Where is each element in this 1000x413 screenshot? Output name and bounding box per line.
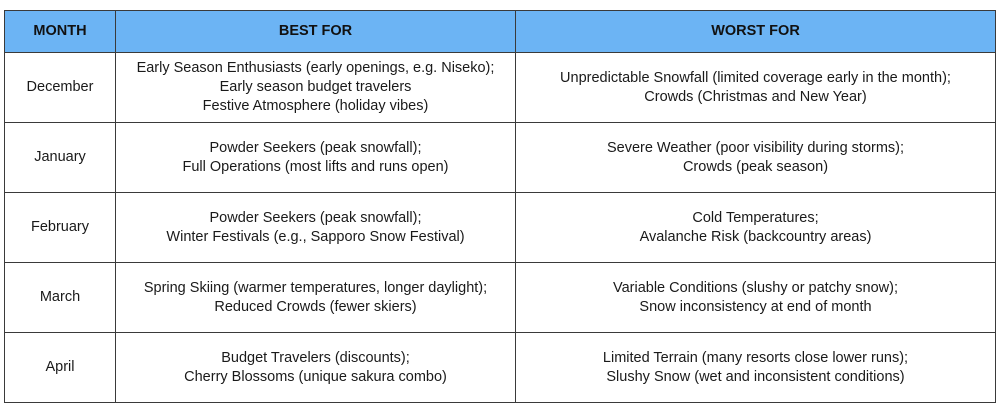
worst-for-line: Unpredictable Snowfall (limited coverage early in the month); (560, 69, 951, 86)
table-row (5, 193, 996, 263)
worst-for-line: Slushy Snow (wet and inconsistent conditions) (606, 368, 905, 385)
best-for-line: Early season budget travelers (219, 79, 412, 95)
worst-for-line: Snow inconsistency at end of month (639, 298, 872, 315)
best-for-line: Winter Festivals (e.g., Sapporo Snow Festival) (166, 228, 465, 245)
best-for-cell (116, 123, 516, 193)
worst-for-line: Limited Terrain (many resorts close lower runs); (602, 349, 909, 366)
best-for-line: Early Season Enthusiasts (early openings, e.g. Niseko); (136, 60, 495, 76)
table-row (5, 263, 996, 333)
best-for-line: Cherry Blossoms (unique sakura combo) (184, 368, 447, 385)
worst-for-cell (516, 193, 996, 263)
best-for-line: Festive Atmosphere (holiday vibes) (202, 98, 429, 114)
table-row (5, 123, 996, 193)
worst-for-cell (516, 53, 996, 123)
worst-for-line: Variable Conditions (slushy or patchy snow); (612, 279, 899, 296)
table-row (5, 333, 996, 403)
header-row (5, 11, 996, 53)
worst-for-cell (516, 333, 996, 403)
header-worst-for: WORST FOR (516, 11, 996, 53)
worst-for-cell (516, 263, 996, 333)
worst-for-line: Crowds (Christmas and New Year) (644, 88, 867, 105)
best-for-line: Powder Seekers (peak snowfall); (209, 209, 422, 226)
month-cell: February (5, 193, 116, 263)
worst-for-cell (516, 123, 996, 193)
table-row (5, 53, 996, 123)
worst-for-line: Crowds (peak season) (682, 158, 829, 175)
worst-for-line: Avalanche Risk (backcountry areas) (639, 228, 872, 245)
month-cell: April (5, 333, 116, 403)
month-cell: March (5, 263, 116, 333)
best-for-line: Full Operations (most lifts and runs open) (182, 158, 449, 175)
best-for-cell (116, 193, 516, 263)
ski-months-table (4, 10, 996, 403)
best-for-cell (116, 333, 516, 403)
header-month: MONTH (5, 11, 116, 53)
best-for-line: Powder Seekers (peak snowfall); (209, 139, 422, 156)
header-best-for: BEST FOR (116, 11, 516, 53)
worst-for-line: Cold Temperatures; (692, 209, 819, 226)
best-for-line: Spring Skiing (warmer temperatures, longer daylight); (143, 279, 488, 296)
month-cell: December (5, 53, 116, 123)
month-cell: January (5, 123, 116, 193)
worst-for-line: Severe Weather (poor visibility during storms); (606, 139, 905, 156)
best-for-line: Reduced Crowds (fewer skiers) (214, 298, 417, 315)
best-for-cell (116, 53, 516, 123)
best-for-line: Budget Travelers (discounts); (221, 349, 410, 366)
best-for-cell (116, 263, 516, 333)
table-header (5, 11, 996, 53)
table-body (5, 53, 996, 403)
